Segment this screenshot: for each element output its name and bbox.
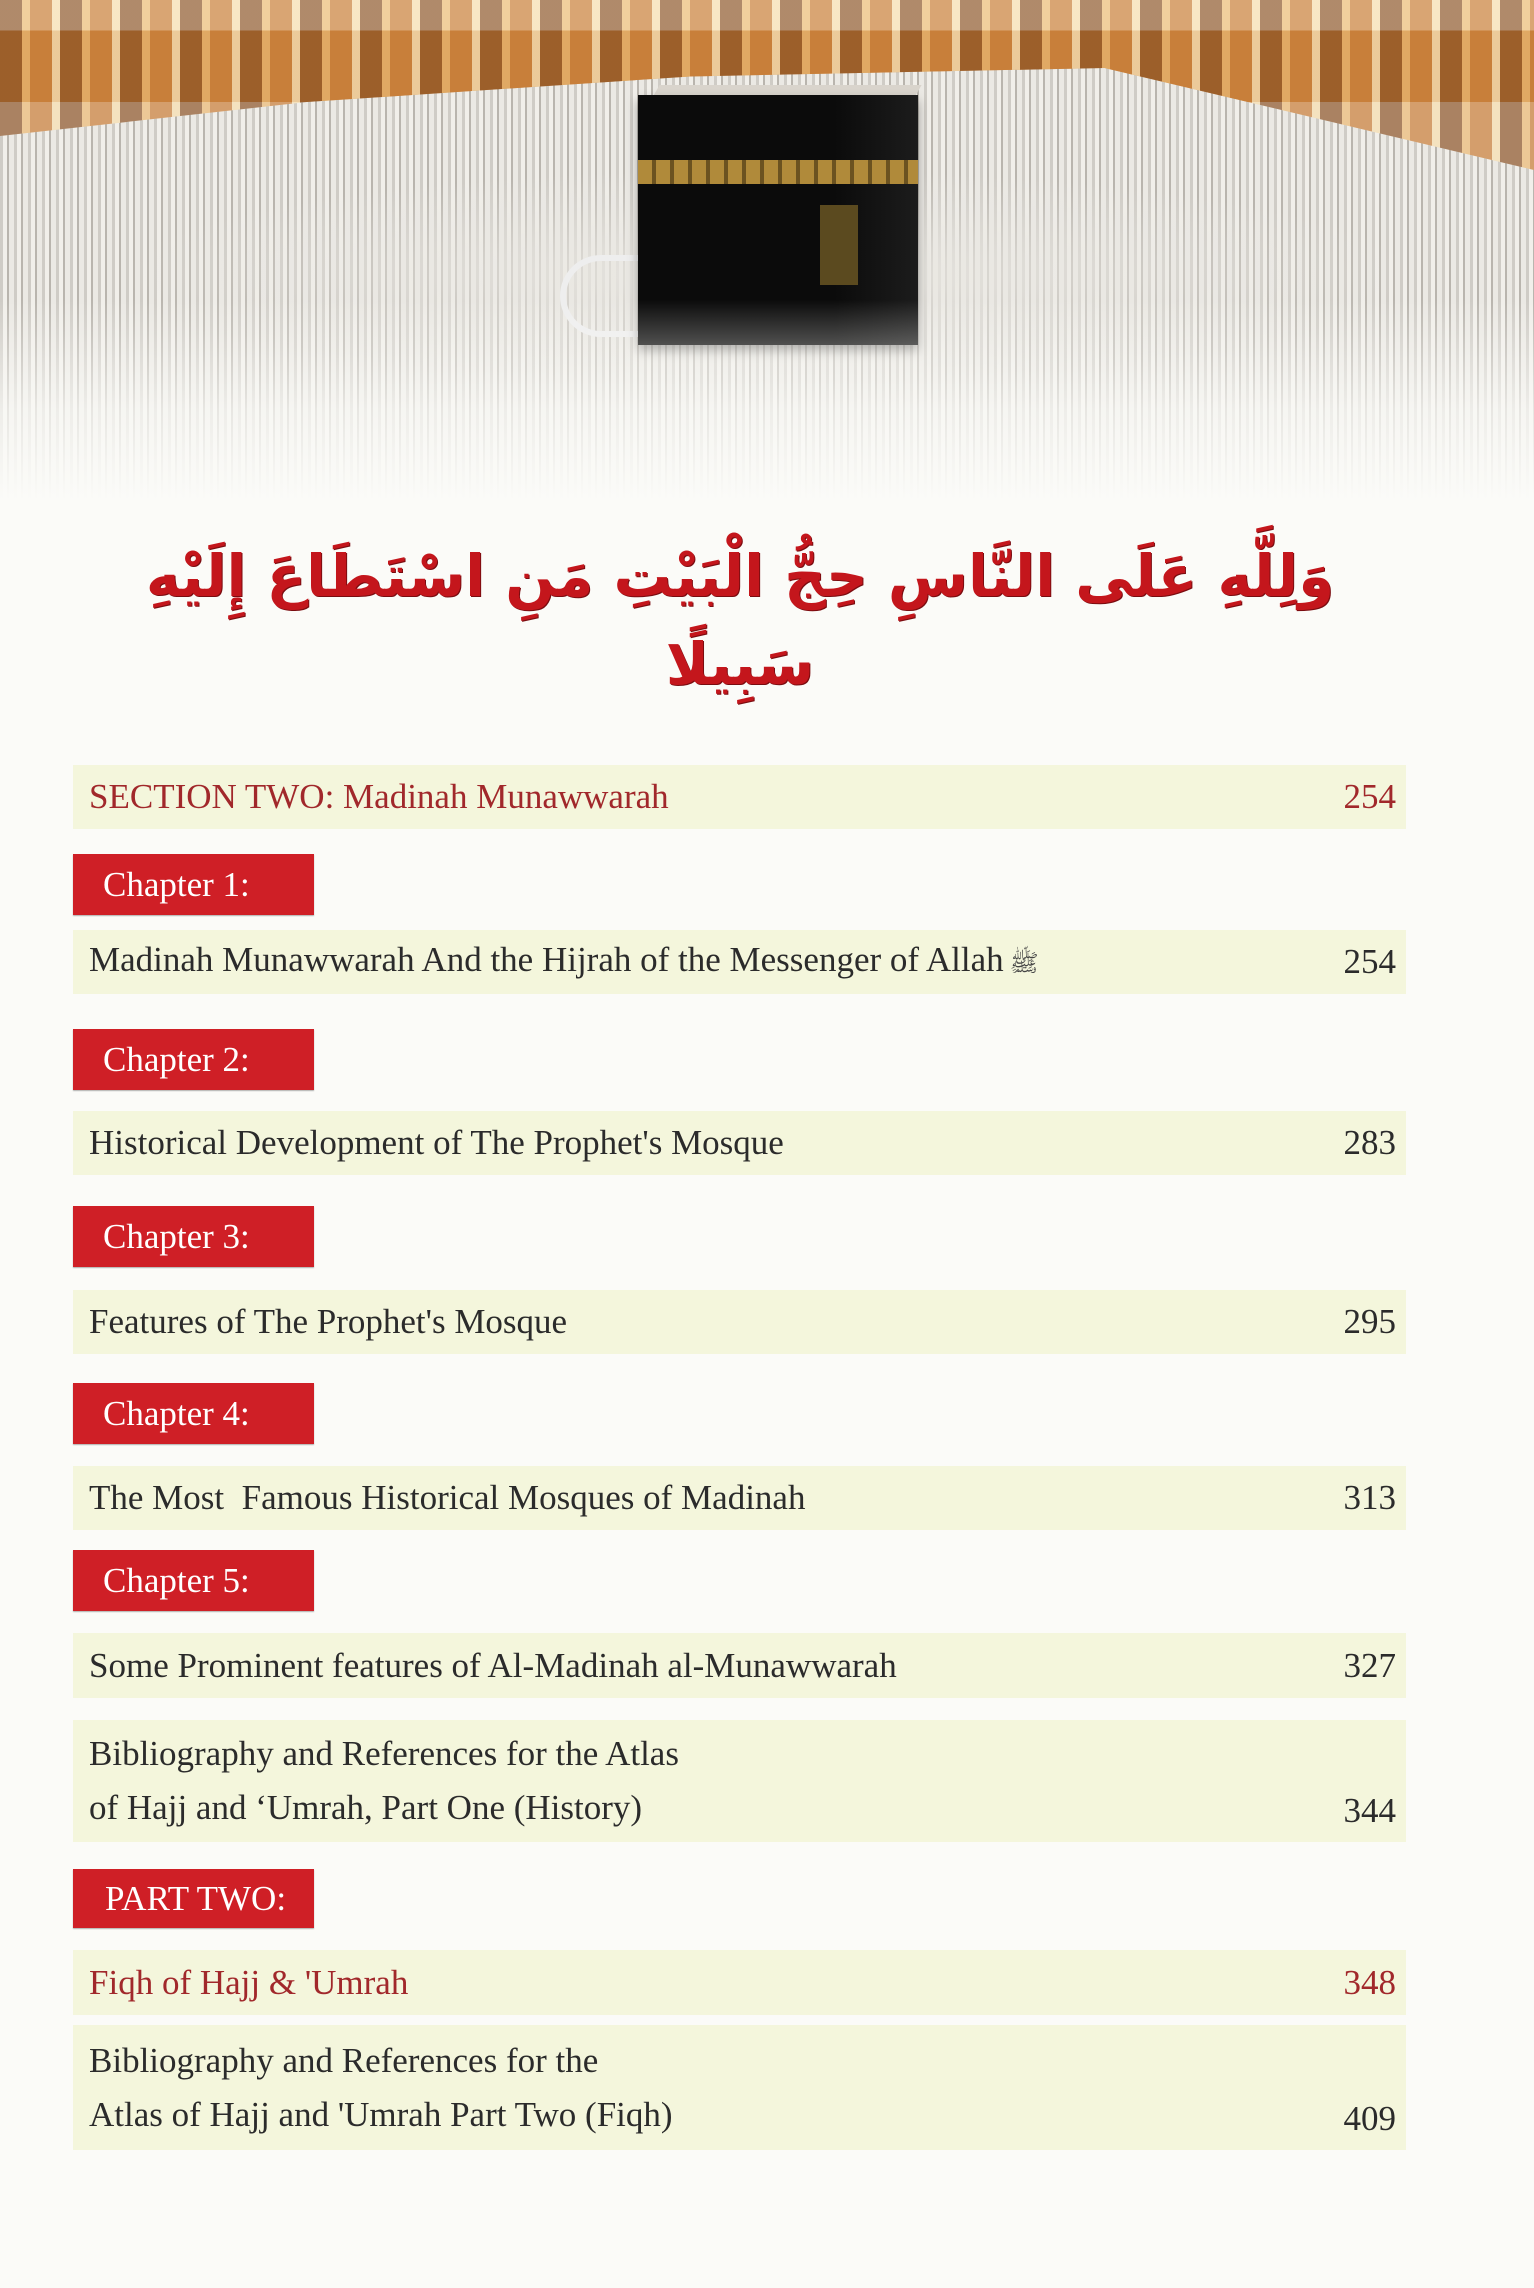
salawat-symbol: ﷺ (1009, 951, 1039, 977)
toc-page: 344 (1343, 1791, 1396, 1830)
toc-page: 283 (1343, 1123, 1396, 1162)
toc-chapter-2[interactable] (73, 1111, 1406, 1175)
toc-section-two[interactable] (73, 765, 1406, 829)
toc-title: Features of The Prophet's Mosque (89, 1302, 568, 1341)
toc-bibliography-part-two[interactable] (73, 2025, 1406, 2150)
toc-title-line-2: of Hajj and ‘Umrah, Part One (History) (89, 1788, 643, 1827)
chapter-5-label: Chapter 5: (73, 1550, 314, 1611)
photo-fade (0, 300, 1534, 500)
toc-title-line-1: Bibliography and References for the (89, 2040, 599, 2080)
toc-title: The Most Famous Historical Mosques of Madinah (89, 1478, 806, 1517)
toc-page: 295 (1343, 1302, 1396, 1341)
toc-title: Historical Development of The Prophet's Mosque (89, 1123, 784, 1162)
part-two-label: PART TWO: (73, 1869, 314, 1928)
toc-page: 327 (1343, 1645, 1396, 1685)
toc-title: Fiqh of Hajj & 'Umrah (89, 1962, 409, 2002)
toc-title: SECTION TWO: Madinah Munawwarah (89, 777, 669, 816)
toc-title: Some Prominent features of Al-Madinah al-Munawwarah (89, 1645, 897, 1685)
toc-chapter-5[interactable] (73, 1633, 1406, 1698)
toc-chapter-3[interactable] (73, 1290, 1406, 1354)
toc-fiqh[interactable] (73, 1950, 1406, 2015)
toc-page: 313 (1343, 1478, 1396, 1517)
toc-chapter-4[interactable] (73, 1466, 1406, 1530)
toc-title: Madinah Munawwarah And the Hijrah of the Messenger of Allah (89, 940, 1004, 979)
toc-page: 409 (1343, 2099, 1396, 2138)
kaaba-door (820, 205, 858, 285)
toc-title-line-1: Bibliography and References for the Atlas (89, 1734, 679, 1773)
quran-verse-calligraphy (80, 520, 1400, 720)
toc-page: 348 (1343, 1962, 1396, 2002)
toc-chapter-1[interactable] (73, 930, 1406, 994)
toc-title-line-2: Atlas of Hajj and 'Umrah Part Two (Fiqh) (89, 2094, 673, 2134)
toc-page: 254 (1343, 777, 1396, 816)
chapter-4-label: Chapter 4: (73, 1383, 314, 1444)
chapter-2-label: Chapter 2: (73, 1029, 314, 1090)
kaaba-photo (0, 0, 1534, 500)
verse-text: وَلِلَّهِ عَلَى النَّاسِ حِجُّ الْبَيْتِ مَنِ اسْتَطَاعَ إِلَيْهِ سَبِيلًا (145, 542, 1335, 698)
toc-page: 254 (1343, 942, 1396, 981)
chapter-3-label: Chapter 3: (73, 1206, 314, 1267)
chapter-1-label: Chapter 1: (73, 854, 314, 915)
kaaba-gold-band (638, 160, 918, 184)
toc-bibliography-part-one[interactable] (73, 1720, 1406, 1842)
